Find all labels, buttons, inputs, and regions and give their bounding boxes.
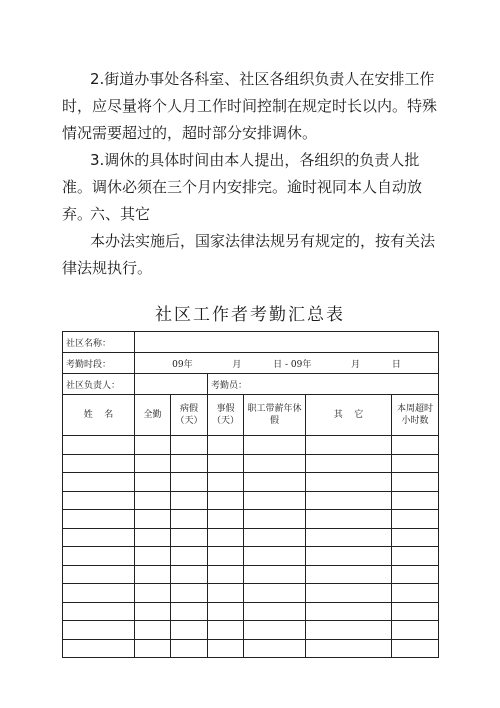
table-row — [63, 491, 439, 510]
community-name-value[interactable] — [135, 332, 439, 353]
table-cell[interactable] — [135, 436, 171, 455]
table-cell[interactable] — [244, 547, 306, 566]
period-start-year: 09年 — [172, 359, 193, 370]
period-row — [63, 353, 439, 374]
table-cell[interactable] — [208, 473, 244, 492]
period-end-day: 日 — [391, 359, 401, 370]
table-cell[interactable] — [171, 602, 208, 621]
table-cell[interactable] — [208, 454, 244, 473]
table-row — [63, 565, 439, 584]
table-cell[interactable] — [171, 528, 208, 547]
table-cell[interactable] — [306, 565, 392, 584]
table-cell[interactable] — [135, 584, 171, 603]
table-cell[interactable] — [392, 528, 439, 547]
table-row — [63, 602, 439, 621]
table-cell[interactable] — [244, 491, 306, 510]
table-row — [63, 510, 439, 529]
period-dash: - — [285, 359, 289, 370]
table-cell[interactable] — [244, 436, 306, 455]
table-cell[interactable] — [244, 584, 306, 603]
community-leader-label: 社区负责人： — [63, 374, 135, 395]
table-cell[interactable] — [171, 639, 208, 658]
period-start-month: 月 — [232, 359, 242, 370]
table-cell[interactable] — [208, 621, 244, 640]
table-cell[interactable] — [63, 454, 135, 473]
table-cell[interactable] — [306, 473, 392, 492]
table-cell[interactable] — [63, 621, 135, 640]
table-cell[interactable] — [63, 510, 135, 529]
period-end-year: 09年 — [290, 359, 312, 370]
table-row — [63, 454, 439, 473]
table-cell[interactable] — [135, 491, 171, 510]
table-cell[interactable] — [63, 547, 135, 566]
table-cell[interactable] — [208, 436, 244, 455]
table-cell[interactable] — [306, 621, 392, 640]
table-row — [63, 547, 439, 566]
table-cell[interactable] — [244, 602, 306, 621]
table-cell[interactable] — [63, 565, 135, 584]
table-cell[interactable] — [306, 454, 392, 473]
table-cell[interactable] — [171, 621, 208, 640]
table-cell[interactable] — [244, 454, 306, 473]
table-cell[interactable] — [392, 602, 439, 621]
community-name-label: 社区名称： — [63, 332, 135, 353]
table-cell[interactable] — [135, 639, 171, 658]
table-cell[interactable] — [392, 547, 439, 566]
paragraph-overtime-limit: 2.街道办事处各科室、社区各组织负责人在安排工作时，应尽量将个人月工作时间控制在规定时长以内。特殊情况需要超过的，超时部分安排调休。 — [62, 70, 438, 142]
table-cell[interactable] — [392, 584, 439, 603]
table-cell[interactable] — [171, 584, 208, 603]
table-cell[interactable] — [63, 491, 135, 510]
paragraph-implementation: 本办法实施后，国家法律法规另有规定的，按有关法律法规执行。 — [62, 232, 436, 277]
table-row — [63, 621, 439, 640]
table-cell[interactable] — [208, 547, 244, 566]
header-annual-leave: 职工带薪年休假 — [244, 395, 306, 436]
table-cell[interactable] — [392, 565, 439, 584]
header-overtime-hours: 本周超时小时数 — [392, 395, 439, 436]
paragraph-compensatory-leave: 3.调休的具体时间由本人提出，各组织的负责人批准。调休必须在三个月内安排完。逾时视同本人自动放弃。 — [62, 151, 423, 223]
period-label: 考勤时段： — [63, 353, 135, 374]
period-end-month: 月 — [351, 359, 361, 370]
table-cell[interactable] — [135, 510, 171, 529]
table-cell[interactable] — [63, 473, 135, 492]
table-cell[interactable] — [135, 547, 171, 566]
table-cell[interactable] — [392, 491, 439, 510]
table-cell[interactable] — [244, 621, 306, 640]
table-cell[interactable] — [171, 510, 208, 529]
table-cell[interactable] — [171, 491, 208, 510]
community-name-row — [63, 332, 439, 353]
signature-row — [63, 374, 439, 395]
table-cell[interactable] — [306, 547, 392, 566]
table-cell[interactable] — [135, 565, 171, 584]
clerk-label: 考勤员： — [211, 380, 248, 391]
table-cell[interactable] — [171, 436, 208, 455]
table-row — [63, 639, 439, 658]
table-cell[interactable] — [306, 528, 392, 547]
table-title: 社区工作者考勤汇总表 — [155, 305, 345, 325]
table-cell[interactable] — [135, 454, 171, 473]
table-cell[interactable] — [171, 454, 208, 473]
table-cell[interactable] — [208, 565, 244, 584]
community-leader-value[interactable] — [135, 374, 208, 395]
table-row — [63, 584, 439, 603]
table-cell[interactable] — [63, 528, 135, 547]
table-cell[interactable] — [392, 454, 439, 473]
table-row — [63, 528, 439, 547]
period-start-day: 日 — [273, 359, 283, 370]
table-cell[interactable] — [171, 565, 208, 584]
table-cell[interactable] — [244, 510, 306, 529]
table-cell[interactable] — [135, 528, 171, 547]
header-personal-leave: 事假（天） — [208, 395, 244, 436]
table-row — [63, 436, 439, 455]
table-cell[interactable] — [392, 621, 439, 640]
table-cell[interactable] — [306, 436, 392, 455]
table-cell[interactable] — [306, 584, 392, 603]
table-cell[interactable] — [208, 584, 244, 603]
table-cell[interactable] — [392, 436, 439, 455]
header-sick-leave: 病假（天） — [171, 395, 208, 436]
table-cell[interactable] — [135, 473, 171, 492]
table-row — [63, 473, 439, 492]
table-cell[interactable] — [392, 473, 439, 492]
table-cell[interactable] — [208, 510, 244, 529]
table-cell[interactable] — [306, 602, 392, 621]
table-cell[interactable] — [171, 473, 208, 492]
table-cell[interactable] — [63, 602, 135, 621]
table-cell[interactable] — [171, 547, 208, 566]
table-cell[interactable] — [208, 491, 244, 510]
table-cell[interactable] — [244, 528, 306, 547]
header-other: 其 它 — [306, 395, 392, 436]
table-cell[interactable] — [135, 621, 171, 640]
table-cell[interactable] — [392, 639, 439, 658]
attendance-summary-table — [62, 331, 439, 658]
table-cell[interactable] — [63, 436, 135, 455]
header-full-attendance: 全勤 — [135, 395, 171, 436]
table-cell[interactable] — [244, 639, 306, 658]
table-cell[interactable] — [244, 565, 306, 584]
period-value[interactable] — [135, 353, 439, 374]
table-cell[interactable] — [306, 510, 392, 529]
table-cell[interactable] — [135, 602, 171, 621]
table-header-row — [63, 395, 439, 436]
header-name: 姓 名 — [63, 395, 135, 436]
table-cell[interactable] — [208, 602, 244, 621]
table-cell[interactable] — [306, 491, 392, 510]
table-cell[interactable] — [208, 639, 244, 658]
table-cell[interactable] — [392, 510, 439, 529]
section-heading-other: 六、其它 — [90, 205, 151, 223]
table-cell[interactable] — [208, 528, 244, 547]
table-cell[interactable] — [63, 584, 135, 603]
table-cell[interactable] — [63, 639, 135, 658]
table-cell[interactable] — [244, 473, 306, 492]
table-cell[interactable] — [306, 639, 392, 658]
clerk-field[interactable] — [208, 374, 439, 395]
